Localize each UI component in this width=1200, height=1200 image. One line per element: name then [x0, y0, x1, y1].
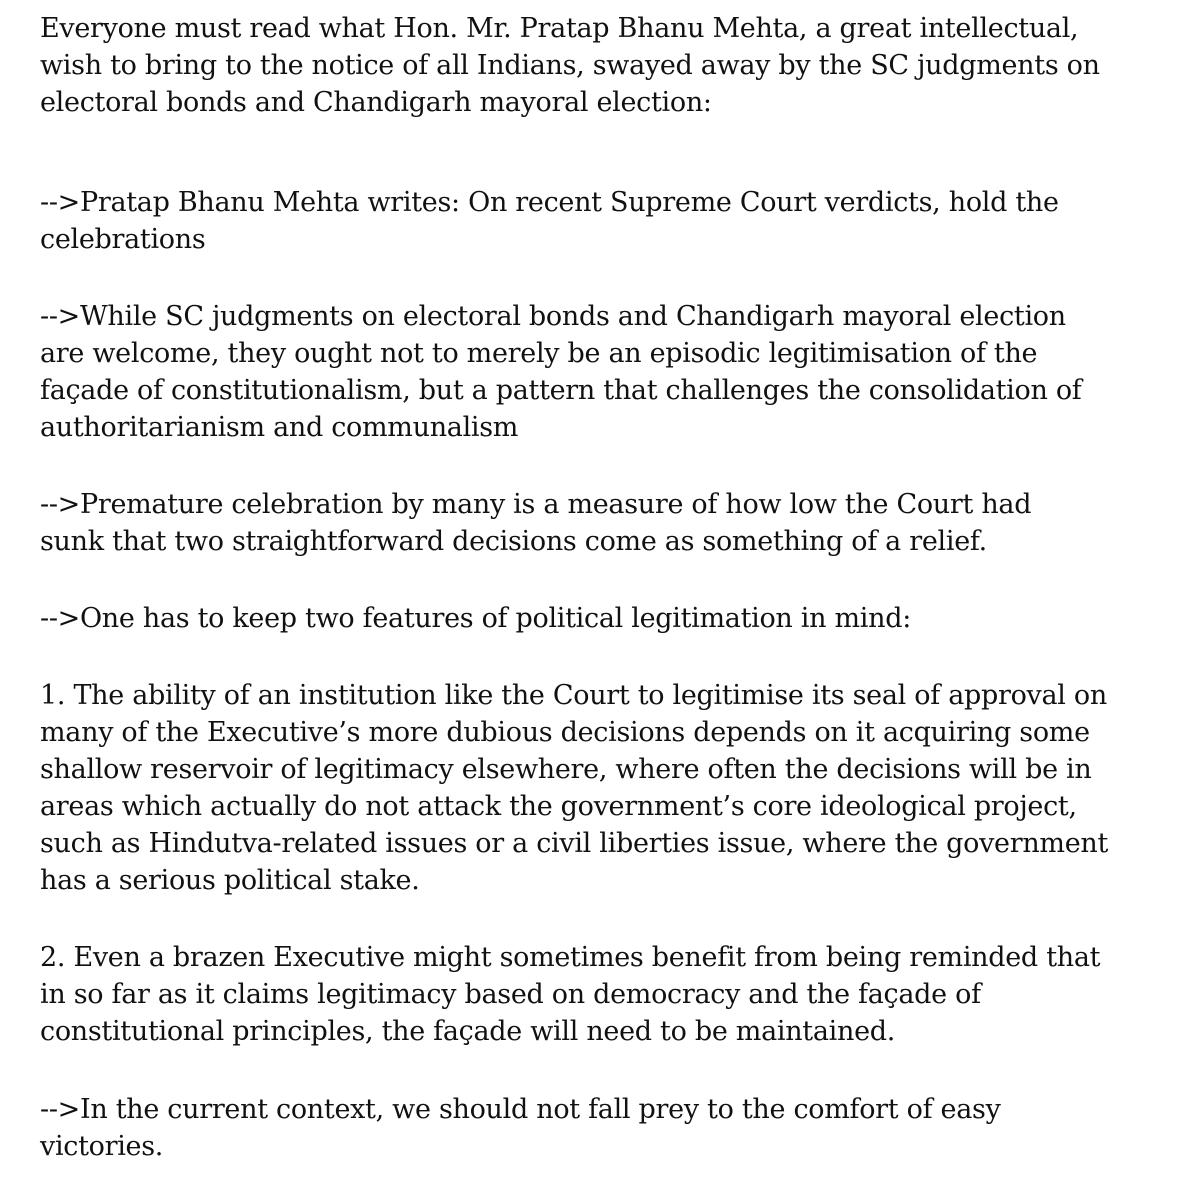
text-line: façade of constitutionalism, but a pattern that challenges the consolidation of	[40, 375, 1082, 406]
text-line: 2. Even a brazen Executive might sometimes benefit from being reminded that	[40, 942, 1101, 973]
text-line: victories.	[40, 1131, 164, 1162]
text-line: -->Pratap Bhanu Mehta writes: On recent Supreme Court verdicts, hold the	[40, 187, 1059, 218]
intro-paragraph	[40, 10, 1100, 121]
point-one-paragraph	[40, 677, 1108, 899]
text-line: are welcome, they ought not to merely be an episodic legitimisation of the	[40, 338, 1038, 369]
text-line: wish to bring to the notice of all Indians, swayed away by the SC judgments on	[40, 50, 1100, 81]
headline-paragraph	[40, 184, 1059, 258]
text-line: celebrations	[40, 224, 206, 255]
text-line: in so far as it claims legitimacy based on democracy and the façade of	[40, 979, 981, 1010]
text-document	[40, 0, 1160, 1200]
celebration-paragraph	[40, 486, 1031, 560]
point-two-paragraph	[40, 939, 1100, 1050]
text-line: Everyone must read what Hon. Mr. Pratap Bhanu Mehta, a great intellectual,	[40, 13, 1079, 44]
text-line: 1. The ability of an institution like the Court to legitimise its seal of approval on	[40, 680, 1107, 711]
text-line: areas which actually do not attack the government’s core ideological project,	[40, 791, 1077, 822]
text-line: shallow reservoir of legitimacy elsewhere, where often the decisions will be in	[40, 754, 1092, 785]
text-line: -->In the current context, we should not fall prey to the comfort of easy	[40, 1094, 1001, 1125]
text-line: many of the Executive’s more dubious decisions depends on it acquiring some	[40, 717, 1090, 748]
features-intro-paragraph	[40, 600, 911, 637]
text-line: constitutional principles, the façade will need to be maintained.	[40, 1016, 896, 1047]
text-line: authoritarianism and communalism	[40, 412, 519, 443]
text-line: -->While SC judgments on electoral bonds and Chandigarh mayoral election	[40, 301, 1066, 332]
text-line: -->Premature celebration by many is a measure of how low the Court had	[40, 489, 1032, 520]
text-line: -->One has to keep two features of political legitimation in mind:	[40, 603, 911, 634]
summary-paragraph	[40, 298, 1081, 446]
conclusion-paragraph	[40, 1091, 1001, 1165]
text-line: sunk that two straightforward decisions come as something of a relief.	[40, 526, 987, 557]
text-line: such as Hindutva-related issues or a civil liberties issue, where the government	[40, 828, 1109, 859]
text-line: has a serious political stake.	[40, 865, 420, 896]
text-line: electoral bonds and Chandigarh mayoral election:	[40, 87, 712, 118]
